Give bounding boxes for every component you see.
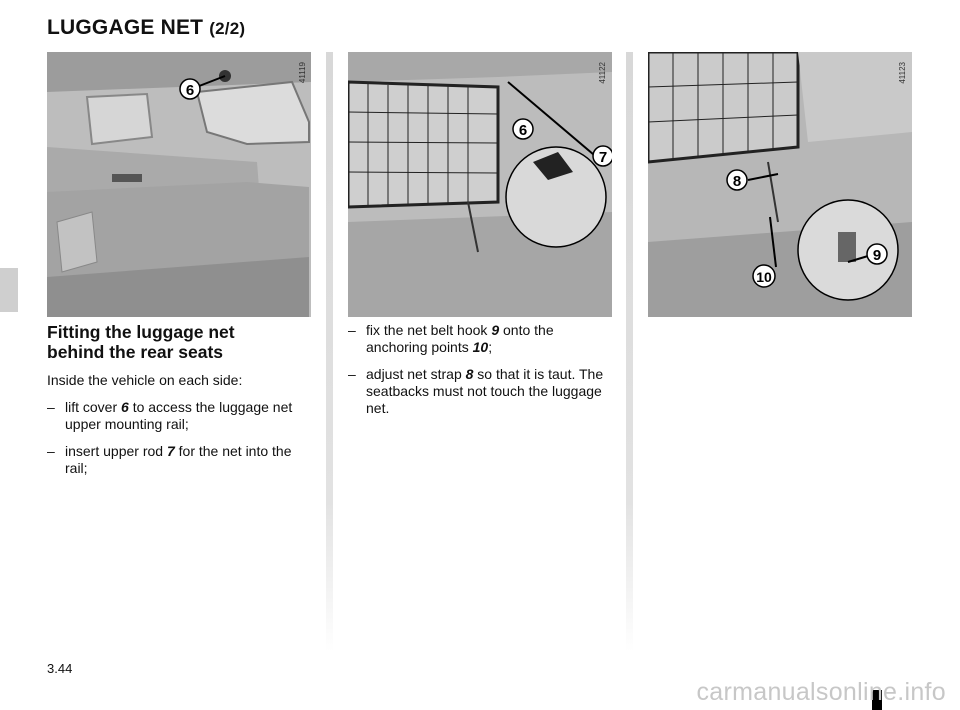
column-divider-left (326, 52, 333, 652)
photo-ref-41119: 41119 (298, 62, 307, 84)
text-column-left (47, 322, 313, 487)
callout-8: 8 (732, 173, 742, 190)
text-column-middle (348, 322, 612, 427)
list-dash: – (348, 322, 356, 338)
callout-10: 10 (756, 269, 772, 285)
ref-number: 9 (491, 322, 500, 338)
photo-ref-41122: 41122 (598, 62, 607, 84)
list-item: – adjust net strap 8 so that it is taut. The seatbacks must not touch the luggage net. (348, 366, 604, 416)
callout-9: 9 (872, 247, 882, 264)
photo-3-illustration (648, 52, 912, 317)
section-heading: Fitting the luggage net behind the rear seats (47, 322, 235, 362)
list-item: – insert upper rod 7 for the net into the rail; (47, 443, 292, 476)
list-dash: – (47, 443, 55, 459)
list-dash: – (47, 399, 55, 415)
page-title (47, 16, 245, 40)
list-item: – fix the net belt hook 9 onto the anchoring points 10; (348, 322, 554, 355)
list-item: – lift cover 6 to access the luggage net upper mounting rail; (47, 399, 293, 432)
photo-ref-41123: 41123 (898, 62, 907, 84)
photo-1-illustration (47, 52, 311, 317)
photo-net-anchor-points (648, 52, 912, 317)
ref-number: 8 (465, 366, 474, 382)
page-number: 3.44 (47, 661, 73, 676)
site-watermark: carmanualsonline.info (696, 678, 946, 706)
ref-number: 7 (166, 443, 175, 459)
callout-7: 7 (598, 149, 608, 166)
column-divider-right (626, 52, 633, 652)
photo-2-illustration (348, 52, 612, 317)
section-tab-marker (0, 268, 18, 312)
page-title-text: LUGGAGE NET (47, 16, 204, 39)
callout-6: 6 (518, 122, 528, 139)
list-dash: – (348, 366, 356, 382)
ref-number: 6 (121, 399, 129, 415)
page-title-suffix: (2/2) (209, 19, 246, 38)
photo-net-upper-rod (348, 52, 612, 317)
section-intro: Inside the vehicle on each side: (47, 372, 243, 388)
photo-luggage-area-cover (47, 52, 311, 317)
ref-number: 10 (472, 339, 489, 355)
callout-6: 6 (185, 82, 195, 99)
